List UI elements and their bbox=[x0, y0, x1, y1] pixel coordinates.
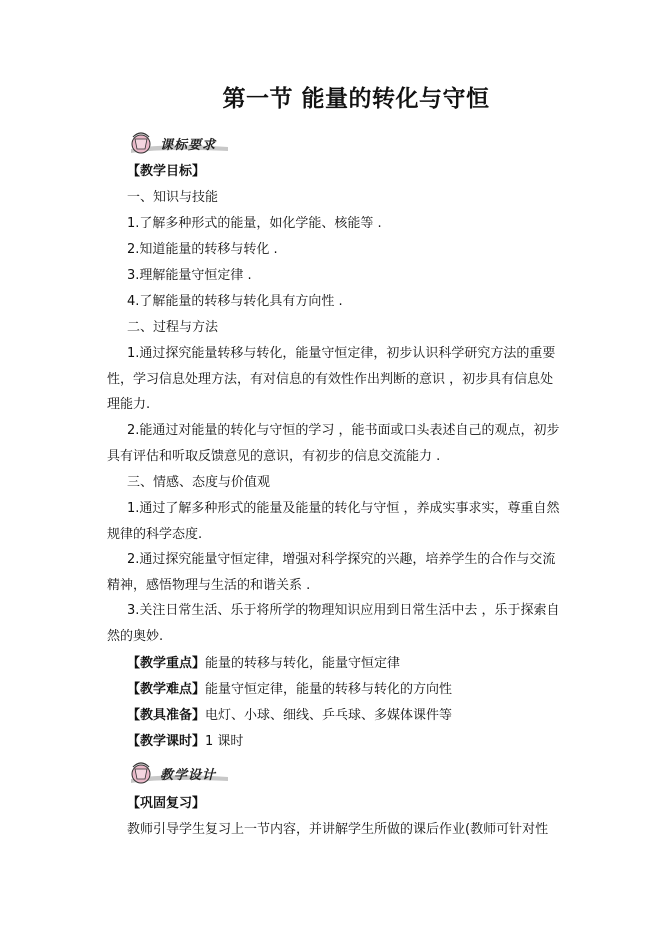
teaching-hours-text: 1 课时 bbox=[205, 734, 244, 749]
paragraph: 1.通过了解多种形式的能量及能量的转化与守恒 ，养成实事求实，尊重自然规律的科学态度. bbox=[107, 501, 560, 542]
page-title: 第一节 能量的转化与守恒 bbox=[222, 85, 490, 112]
paragraph: 2.能通过对能量的转化与守恒的学习 ，能书面或口头表述自己的观点，初步具有评估和听取反馈意见的意识，有初步的信息交流能力 . bbox=[107, 423, 560, 464]
banner-label: 课标要求 bbox=[160, 138, 217, 153]
difficult-points bbox=[127, 681, 452, 699]
list-item: 2.知道能量的转移与转化 . bbox=[127, 242, 278, 257]
section-banner-curriculum bbox=[123, 127, 233, 157]
review-text: 教师引导学生复习上一节内容，并讲解学生所做的课后作业(教师可针对性 bbox=[127, 822, 549, 837]
key-points-text: 能量的转移与转化，能量守恒定律 bbox=[205, 656, 401, 671]
section-heading-process: 二、过程与方法 bbox=[127, 320, 219, 335]
list-item: 1.了解多种形式的能量，如化学能、核能等 . bbox=[127, 216, 382, 231]
section-heading-knowledge: 一、知识与技能 bbox=[127, 190, 219, 205]
banner-label: 教学设计 bbox=[160, 768, 217, 783]
section-banner-design bbox=[123, 757, 233, 787]
list-item: 4.了解能量的转移与转化具有方向性 . bbox=[127, 294, 343, 309]
key-points-label: 【教学重点】 bbox=[127, 656, 206, 671]
paragraph: 1.通过探究能量转移与转化，能量守恒定律，初步认识科学研究方法的重要性，学习信息处理方法，有对信息的有效性作出判断的意识 ，初步具有信息处理能力. bbox=[107, 346, 556, 413]
key-points bbox=[127, 655, 400, 673]
paragraph: 3.关注日常生活、乐于将所学的物理知识应用到日常生活中去 ，乐于探索自然的奥妙. bbox=[107, 603, 560, 644]
review-heading: 【巩固复习】 bbox=[127, 796, 206, 811]
paragraph: 2.通过探究能量守恒定律，增强对科学探究的兴趣，培养学生的合作与交流精神，感悟物理与生活的和谐关系 . bbox=[107, 552, 556, 593]
section-heading-attitude: 三、情感、态度与价值观 bbox=[127, 475, 271, 490]
teaching-tools bbox=[127, 707, 452, 725]
difficult-points-label: 【教学难点】 bbox=[127, 682, 206, 697]
teaching-tools-text: 电灯、小球、细线、乒乓球、多媒体课件等 bbox=[205, 708, 453, 723]
teaching-hours bbox=[127, 733, 243, 751]
difficult-points-text: 能量守恒定律，能量的转移与转化的方向性 bbox=[205, 682, 453, 697]
goals-heading: 【教学目标】 bbox=[127, 164, 206, 179]
teaching-tools-label: 【教具准备】 bbox=[127, 708, 206, 723]
list-item: 3.理解能量守恒定律 . bbox=[127, 268, 252, 283]
teaching-hours-label: 【教学课时】 bbox=[127, 734, 206, 749]
